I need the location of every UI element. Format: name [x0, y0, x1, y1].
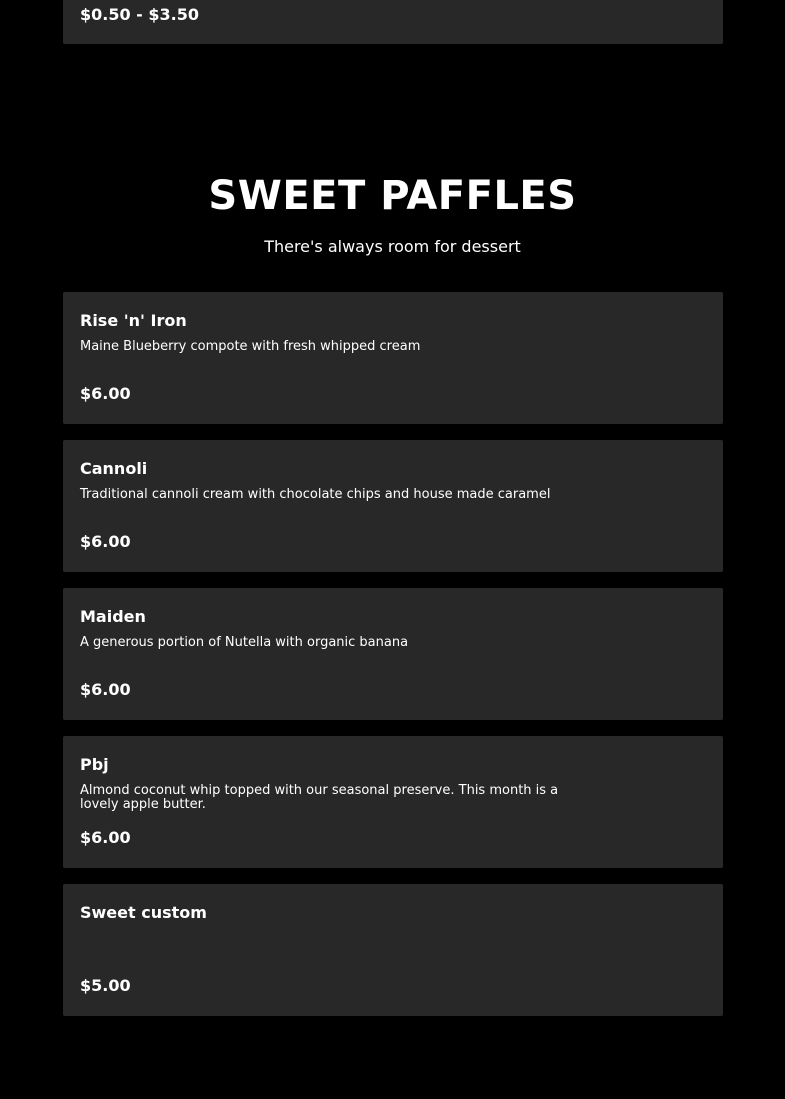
menu-item-description: Maine Blueberry compote with fresh whipped cream [80, 339, 421, 354]
menu-item-description: Traditional cannoli cream with chocolate chips and house made caramel [80, 487, 551, 502]
menu-item-price: $6.00 [80, 532, 131, 551]
menu-item-card[interactable] [63, 588, 723, 720]
menu-item-card[interactable] [63, 736, 723, 868]
menu-item-list [0, 292, 785, 1032]
menu-item-price: $6.00 [80, 680, 131, 699]
menu-item-card[interactable] [63, 292, 723, 424]
menu-item-card[interactable] [63, 440, 723, 572]
section-title: SWEET PAFFLES [208, 173, 577, 219]
menu-item-price: $5.00 [80, 976, 131, 995]
menu-item-name: Pbj [80, 755, 109, 774]
menu-item-price: $6.00 [80, 384, 131, 403]
menu-item-name: Cannoli [80, 459, 148, 478]
menu-item-card[interactable] [63, 884, 723, 1016]
menu-item-description: A generous portion of Nutella with organic banana [80, 635, 409, 650]
previous-item-price: $0.50 - $3.50 [80, 5, 199, 24]
section-subtitle: There's always room for dessert [264, 237, 521, 256]
menu-item-name: Rise 'n' Iron [80, 311, 187, 330]
menu-item-name: Sweet custom [80, 903, 207, 922]
menu-item-name: Maiden [80, 607, 146, 626]
menu-item-description: Almond coconut whip topped with our seasonal preserve. This month is a lovely apple butter. [80, 783, 559, 812]
previous-menu-item-card [63, 0, 723, 44]
menu-item-price: $6.00 [80, 828, 131, 847]
